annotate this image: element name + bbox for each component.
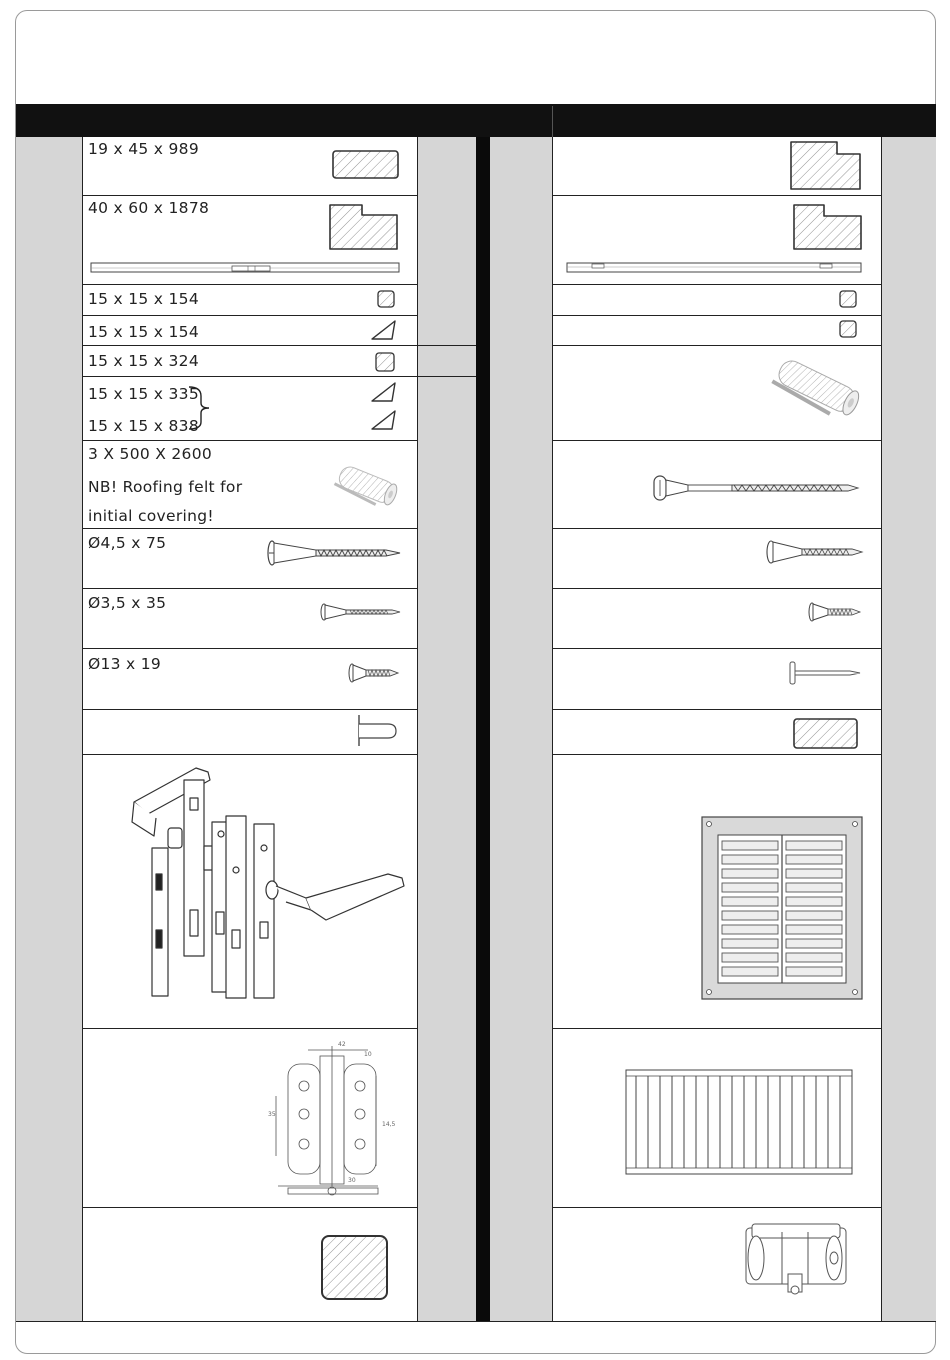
brace-icon — [187, 384, 217, 432]
profile-rebated-icon — [789, 140, 863, 192]
board-section-icon — [320, 1233, 390, 1303]
svg-text:30: 30 — [348, 1177, 356, 1184]
small-square-icon — [838, 319, 860, 341]
wall-plug-icon — [356, 713, 400, 749]
dims-label: Ø13 x 19 — [88, 655, 162, 673]
short-screw-icon — [348, 662, 402, 684]
small-square-icon — [376, 289, 398, 311]
door-lock-handle-set-icon — [126, 762, 416, 1002]
svg-text:35: 35 — [268, 1111, 276, 1118]
note-text: NB! Roofing felt for — [88, 478, 243, 496]
dims-label: 19 x 45 x 989 — [88, 140, 199, 158]
long-screw-icon — [266, 538, 406, 568]
note-text: initial covering! — [88, 507, 214, 525]
triangle-icon — [370, 408, 398, 432]
dims-label: 40 x 60 x 1878 — [88, 199, 210, 217]
flat-board-icon — [792, 717, 860, 751]
louvre-panel-icon — [624, 1066, 856, 1178]
frame-beam-side-view-icon — [90, 261, 402, 275]
roofing-felt-roll-icon — [770, 352, 866, 424]
right-quantity-column — [881, 137, 936, 1321]
small-square-icon — [838, 289, 860, 311]
dims-label: Ø3,5 x 35 — [88, 594, 167, 612]
dims-label: 15 x 15 x 838 — [88, 417, 199, 435]
dims-label: 15 x 15 x 154 — [88, 290, 199, 308]
dims-label: 15 x 15 x 154 — [88, 323, 199, 341]
svg-text:10: 10 — [364, 1051, 372, 1058]
nail-icon — [788, 659, 862, 687]
table-header-bar — [16, 104, 936, 137]
ring-shank-nail-icon — [652, 472, 862, 504]
svg-text:42: 42 — [338, 1041, 346, 1048]
profile-rect-icon — [332, 150, 400, 180]
triangle-icon — [370, 380, 398, 404]
small-screw-icon — [808, 600, 862, 624]
profile-rebated-icon — [792, 202, 864, 252]
dims-label: 15 x 15 x 335 — [88, 385, 199, 403]
frame-beam-side-view-icon — [566, 261, 864, 275]
ventilation-grille-icon — [700, 815, 866, 1003]
profile-rebated-icon — [328, 202, 400, 252]
right-number-column — [490, 137, 552, 1321]
hinge-drawing-icon — [268, 1036, 398, 1198]
footer-rule — [16, 1321, 936, 1322]
roofing-felt-roll-icon — [332, 458, 402, 514]
left-number-column — [16, 137, 82, 1321]
svg-text:14,5: 14,5 — [382, 1121, 396, 1128]
left-quantity-column — [417, 137, 476, 1321]
dims-label: 15 x 15 x 324 — [88, 352, 199, 370]
triangle-icon — [370, 318, 398, 342]
center-divider — [476, 137, 490, 1321]
dims-label: 3 X 500 X 2600 — [88, 445, 213, 463]
lock-cylinder-icon — [742, 1214, 854, 1308]
screw-icon — [320, 602, 404, 622]
dims-label: Ø4,5 x 75 — [88, 534, 167, 552]
screw-icon — [766, 537, 864, 567]
small-square-icon — [374, 351, 398, 375]
